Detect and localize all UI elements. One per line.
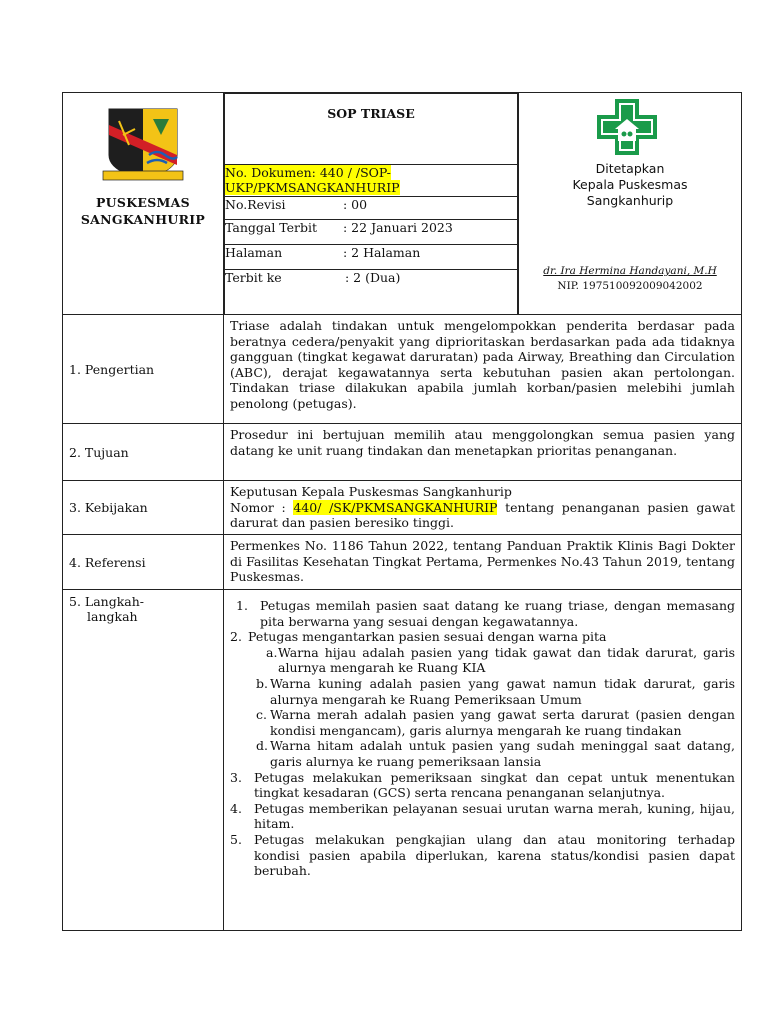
kebijakan-rest: tentang penanganan pasien gawat darurat dan pasien beresiko tinggi. [230,499,736,531]
no-dokumen-label: No. Dokumen [225,165,312,180]
tujuan-label: 2. Tujuan [63,424,224,481]
no-revisi-label: No.Revisi [225,197,286,212]
step-2-number: 2. [230,629,242,645]
tanggal-terbit-row [225,220,518,245]
document-info-cell [224,93,519,315]
step-5 [230,832,735,879]
step-2a-letter: a. [266,644,278,660]
kebijakan-label: 3. Kebijakan [63,481,224,535]
step-2b [256,676,735,707]
langkah-row [63,590,742,931]
tanggal-terbit-value: : 22 Januari 2023 [343,220,453,235]
tujuan-row [63,424,742,481]
step-2a-text: Warna hijau adalah pasien yang tidak gawat dan tidak darurat, garis alurnya mengarah ke Ruang KIA [278,644,735,676]
kebijakan-text [224,481,742,535]
step-2 [230,629,735,769]
step-2c-text: Warna merah adalah pasien yang gawat serta darurat (pasien dengan kondisi mengancam), garis alurnya mengarah ke ruang tindakan [270,707,735,738]
halaman-value: : 2 Halaman [343,245,421,260]
langkah-label-line2: langkah [87,609,138,624]
no-revisi-row [225,197,518,220]
sop-document [62,92,741,931]
document-info-table [224,93,518,314]
step-2d-letter: d. [256,738,268,754]
step-3 [230,770,735,801]
step-2-text: Petugas mengantarkan pasien sesuai dengan warna pita [248,629,607,645]
step-2c [256,707,735,738]
no-dokumen-row [225,165,518,197]
steps-list [230,598,735,879]
referensi-row [63,535,742,590]
no-dokumen-value: : 440 / /SOP-UKP/PKMSANGKANHURIP [225,165,400,195]
document-title: SOP TRIASE [225,94,518,165]
kebijakan-nomor-prefix: Nomor : [230,499,294,515]
signer-name: dr. Ira Hermina Handayani, M.H [543,265,717,277]
step-1-number: 1. [236,598,248,613]
referensi-label: 4. Referensi [63,535,224,590]
step-5-number: 5. [230,831,242,847]
regency-crest-icon [95,105,191,185]
tanggal-terbit-label: Tanggal Terbit [225,220,318,235]
pengertian-label: 1. Pengertian [63,315,224,424]
langkah-label-line1: 5. Langkah- [69,594,145,609]
step-2b-text: Warna kuning adalah pasien yang gawat namun tidak darurat, garis alurnya mengarah ke Ruang Pemeriksaan Umum [270,675,735,707]
kebijakan-nomor: 440/ /SK/PKMSANGKANHURIP [293,499,498,515]
ditetapkan-place: Sangkanhurip [586,193,674,208]
approval-cell [519,93,742,315]
terbit-ke-row [225,270,518,315]
step-5-text: Petugas melakukan pengkajian ulang dan atau monitoring terhadap kondisi pasien apabila diperlukan, karena status/kondisi pasien dapat berubah. [254,831,735,879]
ditetapkan-by: Kepala Puskesmas [572,177,688,192]
step-2b-letter: b. [256,675,268,691]
halaman-label: Halaman [225,245,283,260]
org-logo-cell [63,93,224,315]
step-1 [236,598,735,629]
langkah-content [224,590,742,931]
signer-nip: NIP. 197510092009042002 [557,280,703,292]
step-2c-letter: c. [256,707,267,723]
signer-block [519,264,741,294]
header-row [63,93,742,315]
step-2d-text: Warna hitam adalah untuk pasien yang sudah meninggal saat datang, garis alurnya ke ruang pemeriksaan lansia [270,738,735,769]
pengertian-row [63,315,742,424]
terbit-ke-label: Terbit ke [225,270,282,285]
step-3-number: 3. [230,769,242,785]
halaman-row [225,245,518,270]
tujuan-text: Prosedur ini bertujuan memilih atau menggolongkan semua pasien yang datang ke unit ruang tindakan dan menetapkan prioritas penanganan. [224,424,742,481]
step-4-number: 4. [230,800,242,816]
step-2a [248,645,735,676]
sop-table [62,92,742,931]
langkah-label [63,590,224,931]
organization-name: PUSKESMAS SANGKANHURIP [80,195,206,227]
step-1-text: Petugas memilah pasien saat datang ke ruang triase, dengan memasang pita berwarna yang sesuai dengan kegawatannya. [260,598,735,629]
no-revisi-value: : 00 [343,197,368,212]
referensi-text: Permenkes No. 1186 Tahun 2022, tentang Panduan Praktik Klinis Bagi Dokter di Fasilitas Kesehatan Tingkat Pertama, Permenkes No.43 Tahun 2019, tentang Puskesmas. [224,535,742,590]
ditetapkan-label: Ditetapkan [595,161,665,176]
puskesmas-logo-icon [593,99,661,155]
kebijakan-row [63,481,742,535]
ditetapkan-block [519,161,741,209]
step-4 [230,801,735,832]
step-2d [256,738,735,769]
terbit-ke-value: : 2 (Dua) [345,270,401,285]
kebijakan-line1: Keputusan Kepala Puskesmas Sangkanhurip [230,484,512,499]
step-4-text: Petugas memberikan pelayanan sesuai urutan warna merah, kuning, hijau, hitam. [254,800,735,832]
step-3-text: Petugas melakukan pemeriksaan singkat dan cepat untuk menentukan tingkat kesadaran (GCS) serta rencana penanganan selanjutnya. [254,769,735,801]
pengertian-text: Triase adalah tindakan untuk mengelompokkan penderita berdasar pada beratnya cedera/penyakit yang diprioritaskan berdasarkan pada ada tidaknya gangguan (tingkat kegawat daruratan) pada Airway, Breathing dan Circulation (ABC), derajat kegawatannya serta kebutuhan pasien akan pertolongan. Tindakan triase dilakukan apabila jumlah korban/pasien melebihi jumlah penolong (petugas). [224,315,742,424]
step-2-sublist [248,645,735,770]
